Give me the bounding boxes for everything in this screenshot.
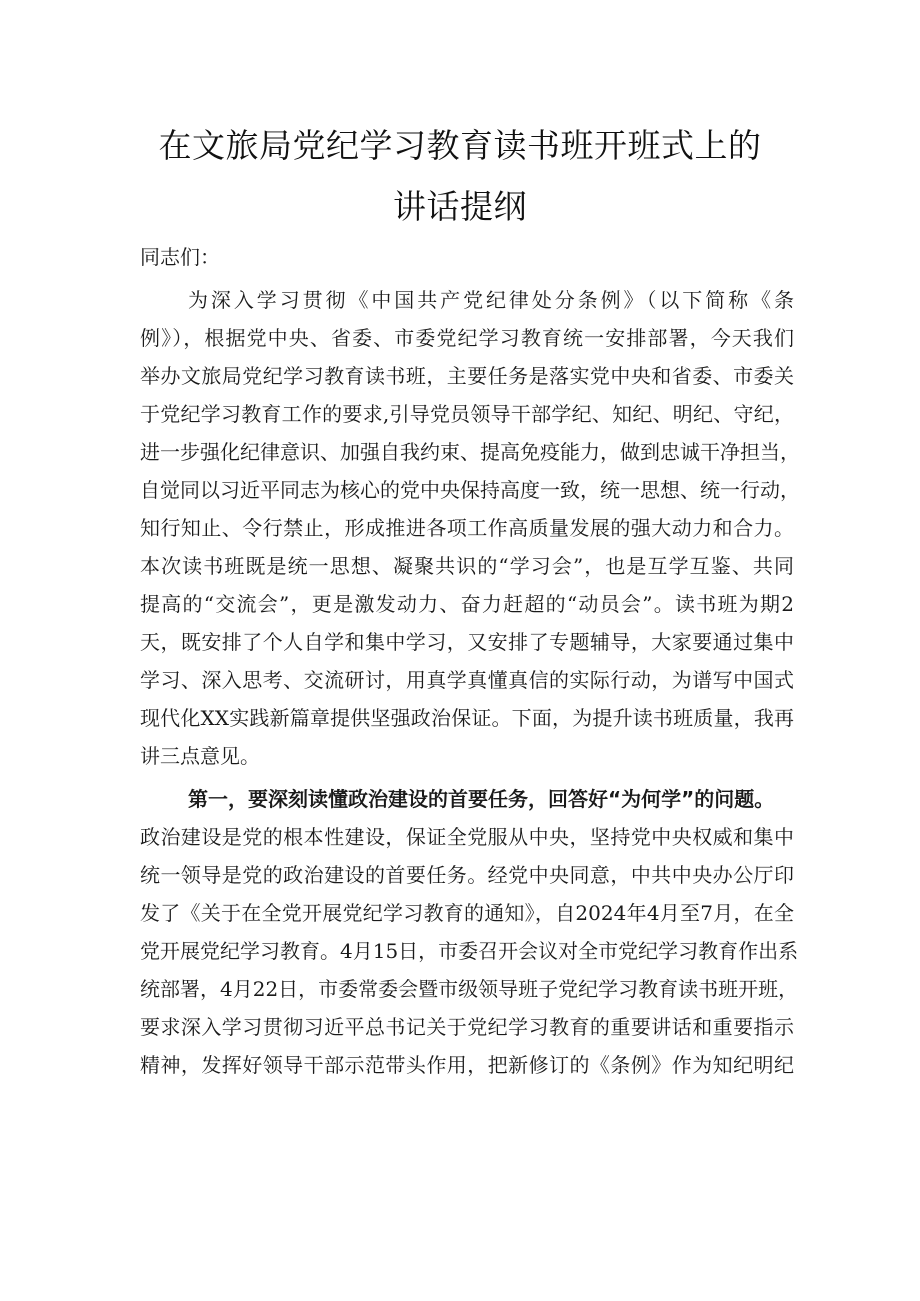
paragraph-line: 本次读书班既是统一思想、凝聚共识的“学习会”，也是互学互鉴、共同 xyxy=(140,554,794,578)
paragraph-line: 天，既安排了个人自学和集中学习，又安排了专题辅导，大家要通过集中 xyxy=(140,630,794,654)
salutation: 同志们： xyxy=(140,245,220,269)
section-heading-1: 第一，要深刻读懂政治建设的首要任务，回答好“为何学”的问题。 xyxy=(188,787,775,811)
paragraph-line: 统一领导是党的政治建设的首要任务。经党中央同意，中共中央办公厅印 xyxy=(140,863,794,887)
paragraph-line: 精神，发挥好领导干部示范带头作用，把新修订的《条例》作为知纪明纪 xyxy=(140,1053,794,1077)
paragraph-line: 于党纪学习教育工作的要求,引导党员领导干部学纪、知纪、明纪、守纪， xyxy=(140,402,794,426)
paragraph-line: 举办文旅局党纪学习教育读书班，主要任务是落实党中央和省委、市委关 xyxy=(140,364,794,388)
paragraph-line: 统部署，4月22日，市委常委会暨市级领导班子党纪学习教育读书班开班， xyxy=(140,977,799,1001)
paragraph-line: 政治建设是党的根本性建设，保证全党服从中央，坚持党中央权威和集中 xyxy=(140,825,794,849)
paragraph-line: 党开展党纪学习教育。4月15日，市委召开会议对全市党纪学习教育作出系 xyxy=(140,939,799,963)
paragraph-line: 发了《关于在全党开展党纪学习教育的通知》，自2024年4月至7月，在全 xyxy=(140,901,794,925)
document-title-line-2: 讲话提纲 xyxy=(393,187,527,226)
paragraph-line: 知行知止、令行禁止，形成推进各项工作高质量发展的强大动力和合力。 xyxy=(140,516,794,540)
paragraph-line: 例》），根据党中央、省委、市委党纪学习教育统一安排部署，今天我们 xyxy=(140,326,794,350)
paragraph-line: 提高的“交流会”，更是激发动力、奋力赶超的“动员会”。读书班为期2 xyxy=(140,592,794,616)
paragraph-line: 讲三点意见。 xyxy=(140,744,260,768)
document-title-line-1: 在文旅局党纪学习教育读书班开班式上的 xyxy=(158,126,762,165)
paragraph-line: 现代化XX实践新篇章提供坚强政治保证。下面，为提升读书班质量，我再 xyxy=(140,706,794,730)
paragraph-line: 要求深入学习贯彻习近平总书记关于党纪学习教育的重要讲话和重要指示 xyxy=(140,1015,794,1039)
paragraph-line: 为深入学习贯彻《中国共产党纪律处分条例》（以下简称《条 xyxy=(188,288,794,312)
paragraph-line: 自觉同以习近平同志为核心的党中央保持高度一致，统一思想、统一行动， xyxy=(140,478,800,502)
paragraph-line: 学习、深入思考、交流研讨，用真学真懂真信的实际行动，为谱写中国式 xyxy=(140,668,794,692)
paragraph-line: 进一步强化纪律意识、加强自我约束、提高免疫能力，做到忠诚干净担当， xyxy=(140,440,800,464)
